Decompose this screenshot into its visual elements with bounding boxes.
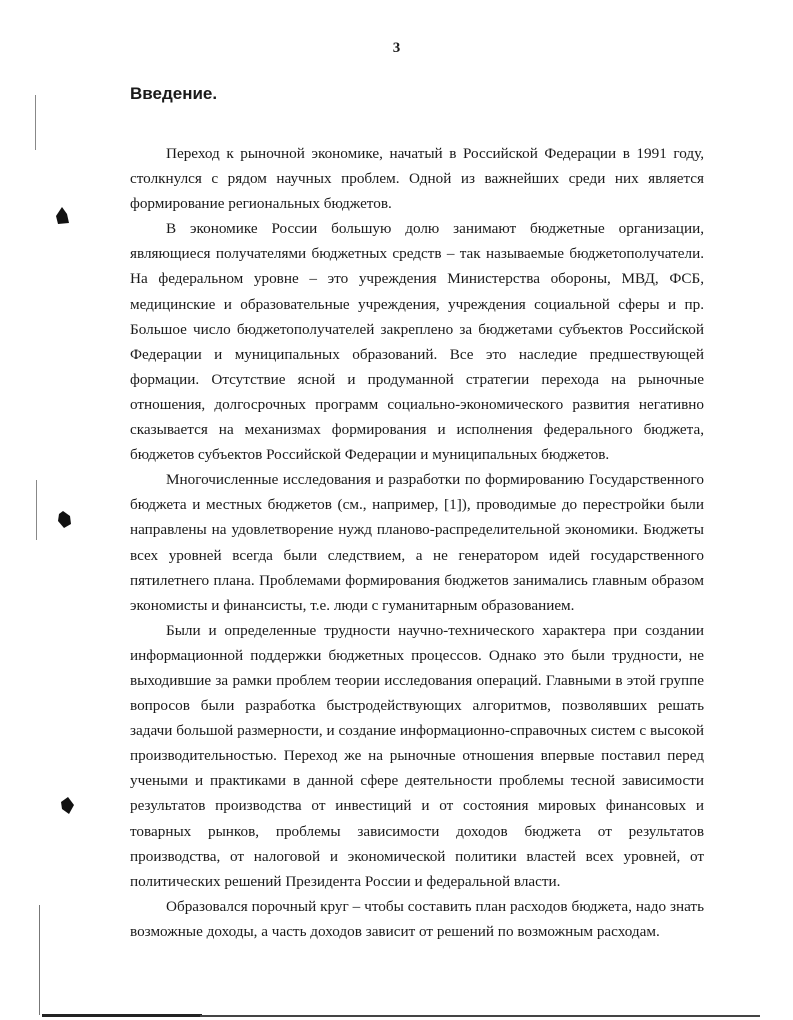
scan-edge-line — [36, 480, 37, 540]
scan-edge-line — [42, 1014, 202, 1017]
binding-hole-mark — [58, 511, 72, 529]
paragraph: Были и определенные трудности научно-технического характера при создании информационной поддержки бюджетных процессов. Однако это были трудности, не выходившие за рамки проблем теории исследования операций. Главными в этой группе вопросов были разработка быстродействующих алгоритмов, позволявших решать задачи большой размерности, и создание информационно-справочных систем с высокой производительностью. Переход же на рыночные отношения впервые поставил перед учеными и практиками в данной сфере деятельности проблемы тесной зависимости результатов производства от инвестиций и от состояния мировых финансовых и товарных рынков, проблемы зависимости доходов бюджета от результатов производства, от налоговой и экономической политики властей всех уровней, от политических решений Президента России и федеральной власти. — [130, 621, 704, 890]
paragraph: В экономике России большую долю занимают бюджетные организации, являющиеся получателями бюджетных средств – так называемые бюджетополучатели. На федеральном уровне – это учреждения Министерства обороны, МВД, ФСБ, медицинские и образовательные учреждения, учреждения социальной сферы и пр. Большое число бюджетополучателей закреплено за бюджетами субъектов Российской Федерации и муниципальных образований. Все это наследие предшествующей формации. Отсутствие ясной и продуманной стратегии перехода на рыночные отношения, долгосрочных программ социально-экономического развития негативно сказывается на механизмах формирования и исполнения федерального бюджета, бюджетов субъектов Российской Федерации и муниципальных бюджетов. — [130, 220, 704, 464]
scan-edge-line — [39, 905, 40, 1015]
page-number: 3 — [392, 40, 401, 56]
paragraph: Многочисленные исследования и разработки по формированию Государственного бюджета и местных бюджетов (см., например, [1]), проводимые до перестройки были направлены на удовлетворение нужд планово-распределительной экономики. Бюджеты всех уровней всегда были следствием, а не генератором идей государственного пятилетнего плана. Проблемами формирования бюджетов занимались главным образом экономисты и финансисты, т.е. люди с гуманитарным образованием. — [130, 471, 704, 614]
scan-edge-line — [35, 95, 36, 150]
paragraph: Образовался порочный круг – чтобы составить план расходов бюджета, надо знать возможные доходы, а часть доходов зависит от решений по возможным расходам. — [130, 897, 704, 940]
section-heading: Введение. — [130, 84, 218, 103]
binding-hole-mark — [56, 207, 70, 225]
body-text — [130, 141, 704, 944]
binding-hole-mark — [61, 797, 75, 815]
scan-edge-line — [200, 1015, 760, 1017]
paragraph: Переход к рыночной экономике, начатый в Российской Федерации в 1991 году, столкнулся с рядом научных проблем. Одной из важнейших среди них является формирование региональных бюджетов. — [130, 145, 704, 213]
